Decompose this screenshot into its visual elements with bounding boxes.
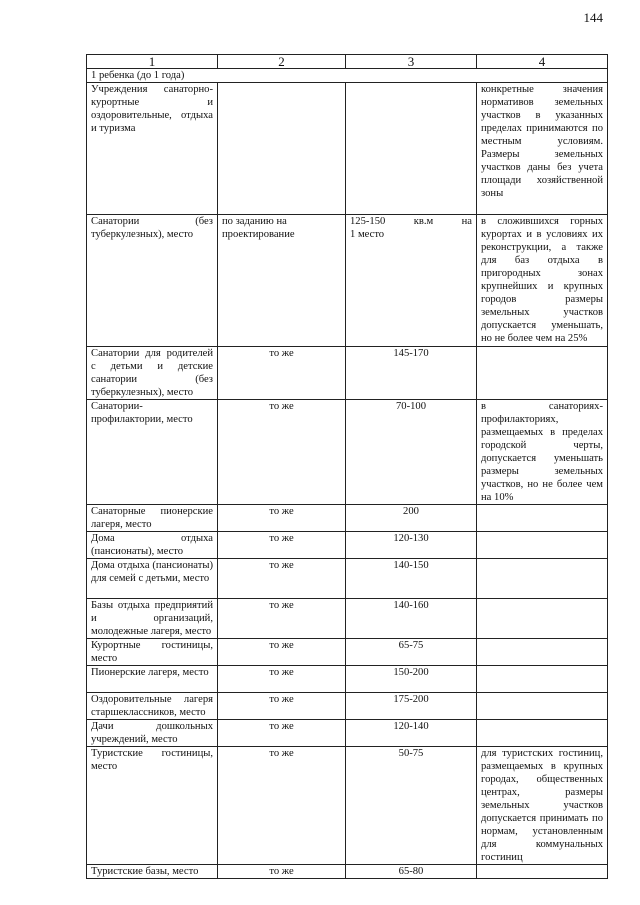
basis-cell: то же xyxy=(218,639,346,666)
facility-name: Санатории для родителей с детьми и детские санатории (без туберкулезных), место xyxy=(87,347,218,400)
note-cell: конкретные значения нормативов земельных участков в указанных пределах принимаются по местным условиям. Размеры земельных участков даны без учета площади хозяйственной зоны xyxy=(477,83,608,215)
area-cell: 150-200 xyxy=(346,666,477,693)
area-cell: 65-80 xyxy=(346,865,477,879)
note-cell xyxy=(477,505,608,532)
note-cell xyxy=(477,559,608,599)
facility-name: Пионерские лагеря, место xyxy=(87,666,218,693)
basis-cell: то же xyxy=(218,559,346,599)
column-number: 1 xyxy=(87,55,218,69)
basis-cell: по заданию на проектирование xyxy=(218,215,346,347)
facility-name: Санатории (без туберкулезных), место xyxy=(87,215,218,347)
area-preposition: на xyxy=(461,216,472,227)
facility-name: Курортные гостиницы, место xyxy=(87,639,218,666)
table-row xyxy=(87,720,608,747)
column-number-row xyxy=(87,55,608,69)
facility-name: Дома отдыха (пансионаты) для семей с детьми, место xyxy=(87,559,218,599)
area-value: 125-150 xyxy=(350,216,386,227)
facility-name: Туристские базы, место xyxy=(87,865,218,879)
basis-cell: то же xyxy=(218,865,346,879)
area-cell: 50-75 xyxy=(346,747,477,865)
note-cell: для туристских гостиниц, размещаемых в крупных городах, общественных центрах, размеры земельных участков допускается принимать по нормам, установленным для коммунальных гостиниц xyxy=(477,747,608,865)
table-row xyxy=(87,559,608,599)
span-row-text: 1 ребенка (до 1 года) xyxy=(87,69,608,83)
note-cell xyxy=(477,347,608,400)
table-row xyxy=(87,693,608,720)
area-cell xyxy=(346,83,477,215)
facility-name: Туристские гостиницы, место xyxy=(87,747,218,865)
note-cell xyxy=(477,865,608,879)
basis-cell: то же xyxy=(218,666,346,693)
norms-table xyxy=(86,54,608,879)
facility-name: Базы отдыха предприятий и организаций, молодежные лагеря, место xyxy=(87,599,218,639)
table-row xyxy=(87,532,608,559)
area-cell xyxy=(346,215,477,347)
span-row xyxy=(87,69,608,83)
table-row xyxy=(87,347,608,400)
table-row xyxy=(87,215,608,347)
note-cell xyxy=(477,666,608,693)
basis-cell: то же xyxy=(218,747,346,865)
table-row xyxy=(87,400,608,505)
area-cell: 175-200 xyxy=(346,693,477,720)
area-cell: 120-140 xyxy=(346,720,477,747)
basis-cell xyxy=(218,83,346,215)
area-per: 1 место xyxy=(350,229,385,240)
area-unit: кв.м xyxy=(413,216,434,227)
facility-name: Дома отдыха (пансионаты), место xyxy=(87,532,218,559)
area-cell: 140-160 xyxy=(346,599,477,639)
note-cell xyxy=(477,599,608,639)
basis-cell: то же xyxy=(218,720,346,747)
page-number: 144 xyxy=(583,10,603,25)
facility-name: Оздоровительные лагеря старшеклассников, место xyxy=(87,693,218,720)
column-number: 2 xyxy=(218,55,346,69)
basis-cell: то же xyxy=(218,347,346,400)
table-row xyxy=(87,83,608,215)
basis-cell: то же xyxy=(218,505,346,532)
note-cell xyxy=(477,720,608,747)
note-cell xyxy=(477,532,608,559)
basis-cell: то же xyxy=(218,532,346,559)
area-cell: 120-130 xyxy=(346,532,477,559)
basis-cell: то же xyxy=(218,400,346,505)
area-cell: 140-150 xyxy=(346,559,477,599)
facility-name: Санаторные пионерские лагеря, место xyxy=(87,505,218,532)
column-number: 3 xyxy=(346,55,477,69)
facility-name: Дачи дошкольных учреждений, место xyxy=(87,720,218,747)
table-row xyxy=(87,865,608,879)
column-number: 4 xyxy=(477,55,608,69)
note-cell xyxy=(477,639,608,666)
note-cell xyxy=(477,693,608,720)
area-cell: 70-100 xyxy=(346,400,477,505)
note-cell: в санаториях-профилакториях, размещаемых в пределах городской черты, допускается уменьшать размеры земельных участков, но не более чем на 10% xyxy=(477,400,608,505)
table-row xyxy=(87,747,608,865)
table-row xyxy=(87,505,608,532)
facility-name: Учреждения санаторно-курортные и оздоровительные, отдыха и туризма xyxy=(87,83,218,215)
basis-cell: то же xyxy=(218,693,346,720)
table-row xyxy=(87,639,608,666)
table-row xyxy=(87,666,608,693)
facility-name: Санатории-профилактории, место xyxy=(87,400,218,505)
area-cell: 145-170 xyxy=(346,347,477,400)
basis-cell: то же xyxy=(218,599,346,639)
area-cell: 200 xyxy=(346,505,477,532)
area-cell: 65-75 xyxy=(346,639,477,666)
table-row xyxy=(87,599,608,639)
note-cell: в сложившихся горных курортах и в условиях их реконструкции, а также для баз отдыха в пригородных зонах крупнейших и крупных городов размеры земельных участков допускается уменьшать, но не более чем на 25% xyxy=(477,215,608,347)
